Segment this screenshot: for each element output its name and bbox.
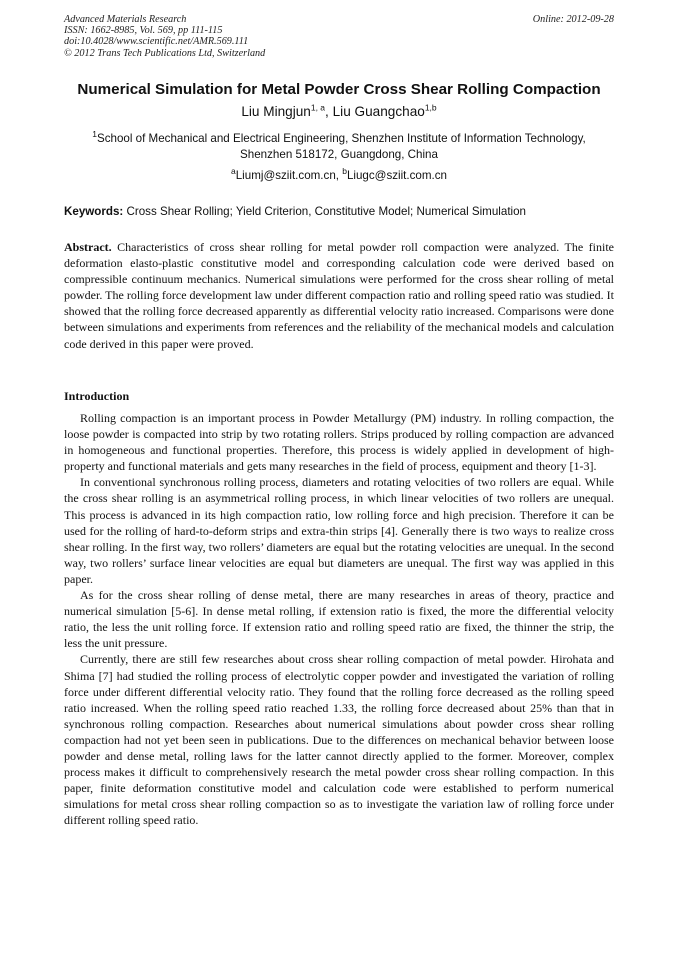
email-separator: , — [335, 169, 343, 182]
section-heading-introduction: Introduction — [64, 389, 130, 403]
affiliation-line-2: Shenzhen 518172, Guangdong, China — [240, 147, 438, 161]
affiliation-line-1 — [40, 131, 638, 147]
email-superscript: a — [231, 166, 236, 177]
email-line — [40, 168, 638, 183]
email-superscript: b — [342, 166, 347, 177]
intro-paragraph: In conventional synchronous rolling process, diameters and rotating velocities of two rollers are equal. While the cross shear rolling is an asymmetrical rolling process, in which linear velocities of two rollers are unequal. This process is advanced in its high compaction ratio, low rolling force and high precision. Therefore it can be used for the rolling of hard-to-deform strips and extra-thin strips [4]. Generally there is two ways to realize cross shear rolling. In the first way, two rollers’ diameters are equal but the rotating velocities are unequal. In the second way, two rollers’ surface linear velocities are equal but diameters are unequal. The first way was applied in this paper. — [64, 475, 614, 586]
intro-paragraph: Currently, there are still few researches about cross shear rolling compaction of metal powder. Hirohata and Shima [7] had studied the rolling process of electrolytic copper powder and investigated the variation of rolling force under different differential velocity ratio. They found that the rolling force decreased as the rolling speed ratio increased. When the rolling speed ratio reached 1.33, the rolling force decreased about 25% than that in synchronous rolling compaction. Researches about numerical simulations about powder cross shear rolling compaction had not yet been seen in publications. Due to the differences on mechanical behavior between loose powder and dense metal, rolling laws for the latter cannot directly applied to the former. Moreover, complex process makes it difficult to comprehensively research the metal powder cross shear rolling compaction. In this paper, finite deformation constitutive model and calculation code were established to perform numerical simulations for metal cross shear rolling compaction so as to investigate the variation law of rolling force under different rolling speed ratio. — [64, 652, 614, 828]
email-address: Liugc@sziit.com.cn — [346, 169, 447, 182]
author-name: Liu Mingjun — [241, 104, 311, 119]
author-superscript: 1,b — [424, 102, 437, 113]
author-name: Liu Guangchao — [332, 104, 425, 119]
journal-name: Advanced Materials Research — [64, 14, 187, 25]
affiliation-text: School of Mechanical and Electrical Engineering, Shenzhen Institute of Information Technology, — [96, 132, 586, 145]
affiliation-superscript: 1 — [92, 129, 97, 140]
keywords-label: Keywords: — [64, 205, 124, 218]
online-date — [533, 14, 614, 25]
keywords — [64, 204, 624, 219]
author-superscript: 1, a — [310, 102, 326, 113]
abstract-text: Characteristics of cross shear rolling for metal powder roll compaction were analyzed. The finite deformation elasto-plastic constitutive model and corresponding calculation code were derived based on compressible continuum mechanics. Numerical simulations were performed for the cross shear rolling of metal powder. The rolling force development law under different compaction ratio and rolling speed ratio was studied. It showed that the rolling force decreased apparently as differential velocity ratio increased. Comparisons were done between simulations and experiments from references and the reliability of the mechanical models and calculation code derived in this paper were proved. — [64, 240, 614, 351]
keywords-text: Cross Shear Rolling; Yield Criterion, Constitutive Model; Numerical Simulation — [123, 205, 527, 218]
affiliation — [40, 131, 638, 162]
journal-header — [64, 14, 265, 59]
online-date-text: Online: 2012-09-28 — [532, 14, 614, 25]
issn-line: ISSN: 1662-8985, Vol. 569, pp 111-115 — [64, 25, 223, 37]
introduction-body — [64, 410, 614, 828]
abstract-label: Abstract. — [64, 240, 112, 254]
intro-paragraph: As for the cross shear rolling of dense metal, there are many researches in areas of theory, practice and numerical simulation [5-6]. In dense metal rolling, if extension ratio is fixed, the more the differential velocity ratio, the less the unit rolling force. If extension ratio and rolling speed ratio are fixed, the thinner the strip, the less the unit pressure. — [64, 588, 614, 651]
author-separator: , — [325, 104, 333, 119]
author-line — [40, 103, 638, 121]
doi-line: doi:10.4028/www.scientific.net/AMR.569.111 — [64, 36, 249, 48]
copyright-line: © 2012 Trans Tech Publications Ltd, Switzerland — [64, 47, 266, 59]
email-address: Liumj@sziit.com.cn — [235, 169, 336, 182]
intro-paragraph: Rolling compaction is an important process in Powder Metallurgy (PM) industry. In rolling compaction, the loose powder is compacted into strip by two rotating rollers. Strips produced by rolling compaction are advanced in homogeneous and functional properties. Therefore, this process is widely applied in development of high-property and functional materials and gets many researches in the field of process, equipment and theory [1-3]. — [64, 411, 614, 474]
abstract — [64, 239, 614, 352]
paper-title: Numerical Simulation for Metal Powder Cross Shear Rolling Compaction — [77, 81, 601, 98]
